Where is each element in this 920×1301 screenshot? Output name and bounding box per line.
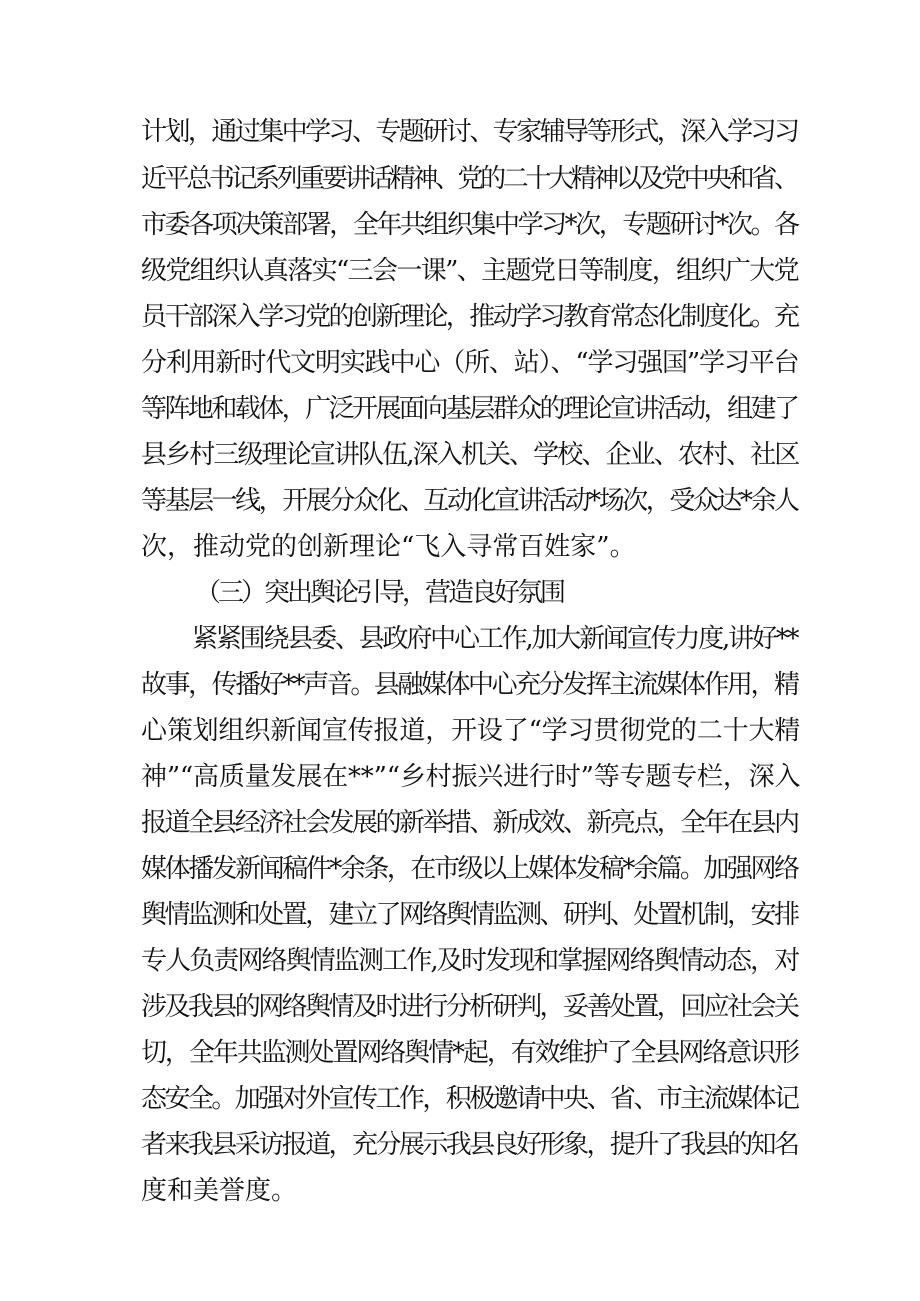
text-line: 计划，通过集中学习、专题研讨、专家辅导等形式，深入学习习 — [141, 117, 798, 147]
text-line: 度和美誉度。 — [141, 1176, 298, 1206]
text-line: 近平总书记系列重要讲话精神、党的二十大精神以及党中央和省、 — [141, 164, 797, 194]
text-line: 等阵地和载体，广泛开展面向基层群众的理论宣讲活动，组建了 — [141, 394, 798, 424]
text-line: 心策划组织新闻宣传报道，开设了“学习贯彻党的二十大精 — [141, 716, 801, 746]
text-line: 切，全年共监测处置网络舆情*起，有效维护了全县网络意识形 — [141, 1038, 798, 1068]
text-line: 态安全。加强对外宣传工作，积极邀请中央、省、市主流媒体记 — [141, 1084, 798, 1114]
text-line: 媒体播发新闻稿件*余条，在市级以上媒体发稿*余篇。加强网络 — [141, 854, 798, 884]
text-line: 分利用新时代文明实践中心（所、站）、“学习强国”学习平台 — [141, 348, 799, 378]
text-line: 涉及我县的网络舆情及时进行分析研判，妥善处置，回应社会关 — [141, 992, 798, 1022]
text-line: 故事，传播好**声音。县融媒体中心充分发挥主流媒体作用，精 — [141, 670, 798, 700]
text-line: 县乡村三级理论宣讲队伍,深入机关、学校、企业、农村、社区 — [141, 440, 799, 470]
text-line: 者来我县采访报道，充分展示我县良好形象，提升了我县的知名 — [141, 1130, 798, 1160]
text-line: 报道全县经济社会发展的新举措、新成效、新亮点，全年在县内 — [141, 808, 798, 838]
text-line: 级党组织认真落实“三会一课”、主题党日等制度，组织广大党 — [141, 256, 798, 286]
text-line: 员干部深入学习党的创新理论，推动学习教育常态化制度化。充 — [141, 302, 798, 332]
text-line: 市委各项决策部署，全年共组织集中学习*次，专题研讨*次。各 — [141, 210, 798, 240]
text-line: 神”“高质量发展在**”“乡村振兴进行时”等专题专栏，深入 — [141, 762, 801, 792]
text-line: 等基层一线，开展分众化、互动化宣讲活动*场次，受众达*余人 — [141, 486, 798, 516]
text-line: 专人负责网络舆情监测工作,及时发现和掌握网络舆情动态，对 — [141, 946, 799, 976]
section-heading: （三）突出舆论引导，营造良好氛围 — [195, 578, 564, 608]
text-line: 次，推动党的创新理论“飞入寻常百姓家”。 — [141, 532, 636, 562]
text-line: 紧紧围绕县委、县政府中心工作,加大新闻宣传力度,讲好** — [192, 624, 798, 654]
text-line: 舆情监测和处置，建立了网络舆情监测、研判、处置机制，安排 — [141, 900, 798, 930]
